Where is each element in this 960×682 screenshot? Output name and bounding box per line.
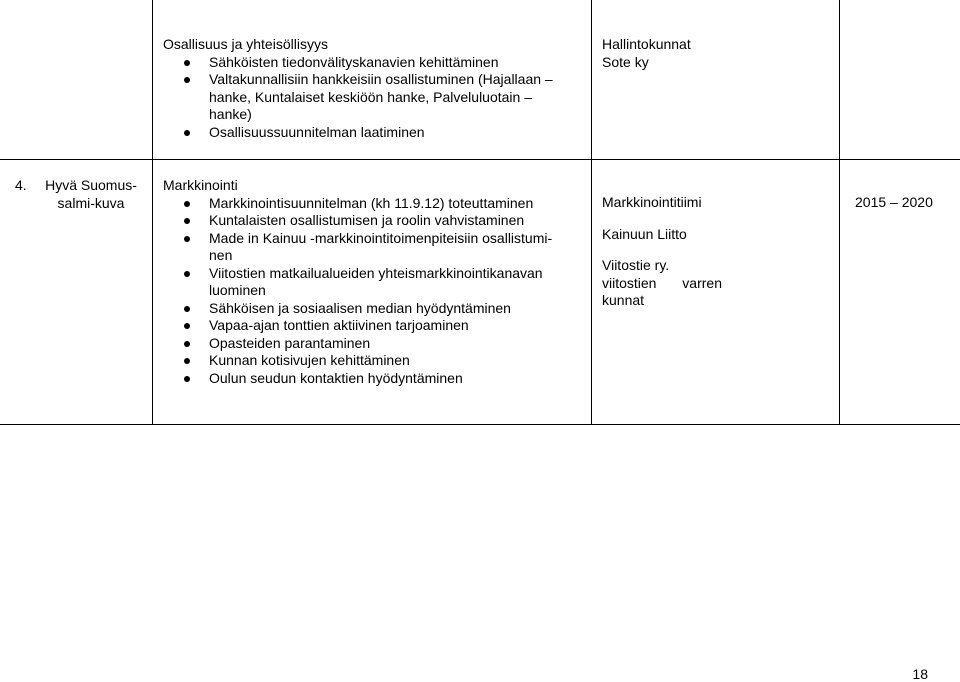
- list-item: Oulun seudun kontaktien hyödyntäminen: [163, 370, 583, 388]
- column-divider-3: [839, 0, 840, 425]
- row2-schedule-cell: [855, 194, 955, 212]
- list-item: Viitostien matkailualueiden yhteismarkkinointikanavan luominen: [163, 265, 583, 300]
- list-item: Opasteiden parantaminen: [163, 335, 583, 353]
- list-item: Valtakunnallisiin hankkeisiin osallistuminen (Hajallaan – hanke, Kuntalaiset keskiöön hanke, Palveluluotain – hanke): [163, 71, 583, 124]
- responsible-line: Viitostie ry.: [602, 257, 670, 273]
- responsible-line: Markkinointitiimi: [602, 194, 702, 210]
- row2-number-cell: [15, 177, 35, 195]
- list-item: Markkinointisuunnitelman (kh 11.9.12) toteuttaminen: [163, 195, 583, 213]
- section-title: Markkinointi: [163, 177, 238, 193]
- bullet-list: [163, 195, 583, 388]
- row2-responsible-cell: [602, 194, 722, 310]
- row-number: 4.: [15, 177, 27, 193]
- list-item: Kunnan kotisivujen kehittäminen: [163, 352, 583, 370]
- row2-theme-cell: [35, 177, 147, 212]
- list-item: Vapaa-ajan tonttien aktiivinen tarjoaminen: [163, 317, 583, 335]
- list-item: Osallisuussuunnitelman laatiminen: [163, 124, 583, 142]
- responsible-line: kunnat: [602, 292, 645, 308]
- column-divider-1: [152, 0, 153, 425]
- row1-responsible-cell: [602, 36, 832, 71]
- responsible-line: viitostien varren: [602, 274, 722, 291]
- schedule-text: 2015 – 2020: [855, 194, 933, 210]
- list-item: Made in Kainuu -markkinointitoimenpiteisiin osallistumi- nen: [163, 230, 583, 265]
- table-divider-row: [0, 159, 960, 160]
- list-item: Kuntalaisten osallistumisen ja roolin vahvistaminen: [163, 212, 583, 230]
- row-theme: Hyvä Suomus- salmi-kuva: [45, 177, 137, 211]
- responsible-line: Kainuun Liitto: [602, 225, 687, 242]
- responsible-line: Hallintokunnat: [602, 36, 691, 52]
- section-title: Osallisuus ja yhteisöllisyys: [163, 36, 328, 52]
- row1-activities-cell: [163, 36, 583, 141]
- responsible-line: Sote ky: [602, 53, 649, 70]
- page-number: 18: [912, 666, 928, 682]
- table-bottom-border: [0, 424, 960, 425]
- row2-activities-cell: [163, 177, 583, 387]
- column-divider-2: [591, 0, 592, 425]
- list-item: Sähköisen ja sosiaalisen median hyödyntäminen: [163, 300, 583, 318]
- list-item: Sähköisten tiedonvälityskanavien kehittäminen: [163, 54, 583, 72]
- bullet-list: [163, 54, 583, 142]
